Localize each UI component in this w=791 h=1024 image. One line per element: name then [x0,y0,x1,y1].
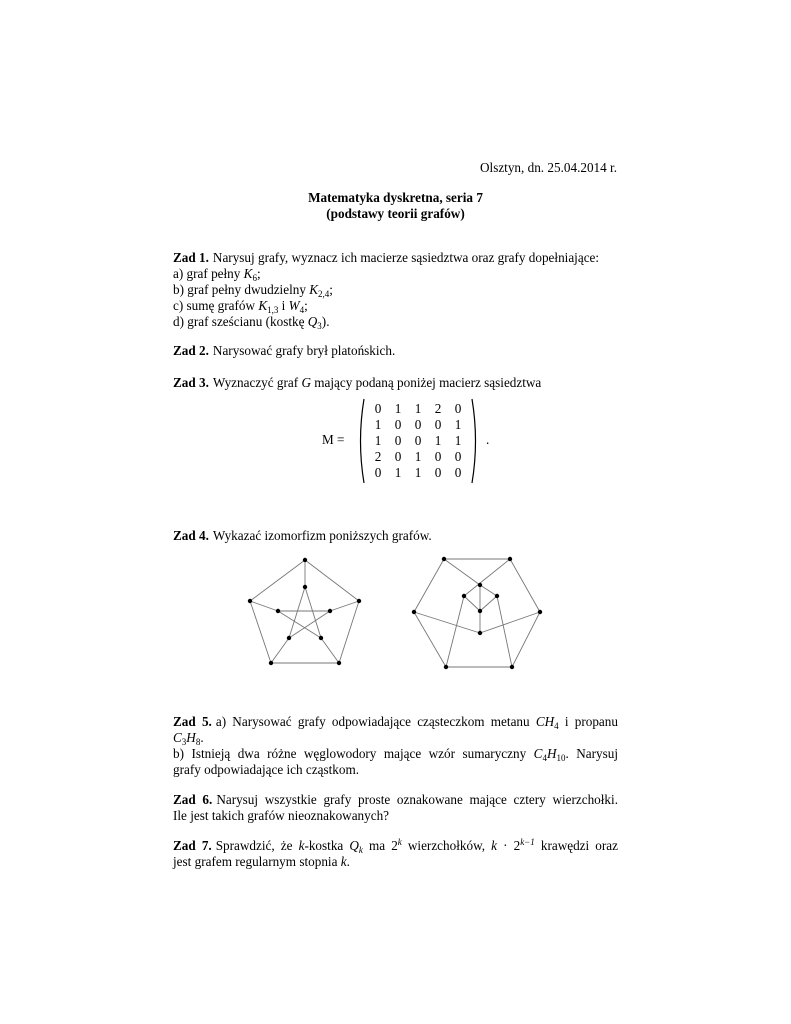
exercise-1-label: Zad 1. [173,250,209,265]
exercise-1-item-d: d) graf sześcianu (kostkę $Q_3$). [173,314,330,331]
matrix-cell: 0 [454,449,462,464]
exercise-5-line-4: grafy odpowiadające ich cząstkom. [173,762,360,777]
matrix-cell: 1 [414,449,422,464]
matrix-cell: 0 [374,465,382,480]
matrix-cell: 1 [454,433,462,448]
matrix-cell: 0 [454,401,462,416]
exercise-1-item-a: a) graf pełny $K_6$; [173,266,261,283]
page-title [0,190,791,222]
exercise-3-label: Zad 3. [173,375,209,390]
matrix-cell: 0 [454,465,462,480]
exercise-6-line-1: Narysuj wszystkie grafy proste oznakowane mające cztery wierzchołki. [216,792,618,807]
matrix-cell: 0 [434,449,442,464]
exercise-5-line-1: Zad 5. a) Narysować grafy odpowiadające cząsteczkom metanu $CH_4$ i propanu [173,714,618,731]
exercise-6-label: Zad 6. [173,792,213,807]
adjacency-matrix [322,398,522,484]
matrix-cell: 2 [434,401,442,416]
title-line-1: Matematyka dyskretna, seria 7 [308,190,483,205]
exercise-7 [173,838,618,870]
exercise-2 [173,343,618,359]
exercise-1-item-b: b) graf pełny dwudzielny $K_{2,4}$; [173,282,333,299]
exercise-5-line-2: $C_3H_8$. [173,730,204,747]
matrix-cell: 0 [374,401,382,416]
matrix-period: . [486,432,490,447]
exercise-1-intro: Narysuj grafy, wyznacz ich macierze sąsiedztwa oraz grafy dopełniające: [212,250,600,265]
graph-petersen [250,560,359,663]
matrix-cell: 1 [394,401,402,416]
matrix-cell: 2 [374,449,382,464]
graph-second-vertices [412,557,542,669]
exercise-3: Zad 3. Wyznaczyć graf G mający podaną poniżej macierz sąsiedztwa [173,375,542,390]
matrix-cell: 0 [394,433,402,448]
matrix-cell: 1 [454,417,462,432]
exercise-5 [173,714,618,778]
matrix-cell: 0 [394,449,402,464]
matrix-cell: 1 [394,465,402,480]
exercise-5-label: Zad 5. [173,714,212,729]
exercise-7-line-2: jest grafem regularnym stopnia k. [173,854,350,869]
graph-second [414,559,540,667]
exercise-2-text: Narysować grafy brył platońskich. [212,343,396,358]
exercise-5-line-3: b) Istnieją dwa różne węglowodory mające wzór sumaryczny $C_4H_{10}$. Narysuj [173,746,618,763]
graph-petersen-vertices [248,558,361,665]
matrix-cell: 0 [414,433,422,448]
exercise-1-item-c: c) sumę grafów $K_{1,3}$ i $W_4$; [173,298,308,315]
exercise-2-label: Zad 2. [173,343,209,358]
exercise-4-label: Zad 4. [173,528,209,543]
exercise-4-text: Wykazać izomorfizm poniższych grafów. [212,528,432,543]
matrix-cell: 0 [434,417,442,432]
date-line: Olsztyn, dn. 25.04.2014 r. [480,160,617,175]
matrix-cell: 1 [434,433,442,448]
matrix-cell: 1 [414,465,422,480]
exercise-7-line-1: Zad 7. Sprawdzić, że k-kostka $Q_k$ ma 2$^k$ wierzchołków, $k \cdot 2^{k-1}$ krawędzi oraz [173,837,618,855]
exercise-4 [173,528,618,544]
matrix-body [356,398,480,484]
matrix-cell: 0 [434,465,442,480]
title-line-2: (podstawy teorii grafów) [326,206,465,221]
exercise-7-label: Zad 7. [173,838,212,853]
exercise-1 [173,250,618,330]
matrix-cell: 0 [414,417,422,432]
matrix-cell: 0 [394,417,402,432]
matrix-cell: 1 [374,433,382,448]
exercise-6 [173,792,618,824]
matrix-label: M = [322,432,345,447]
exercise-6-line-2: Ile jest takich grafów nieoznakowanych? [173,808,390,823]
matrix-cell: 1 [374,417,382,432]
matrix-cell: 1 [414,401,422,416]
